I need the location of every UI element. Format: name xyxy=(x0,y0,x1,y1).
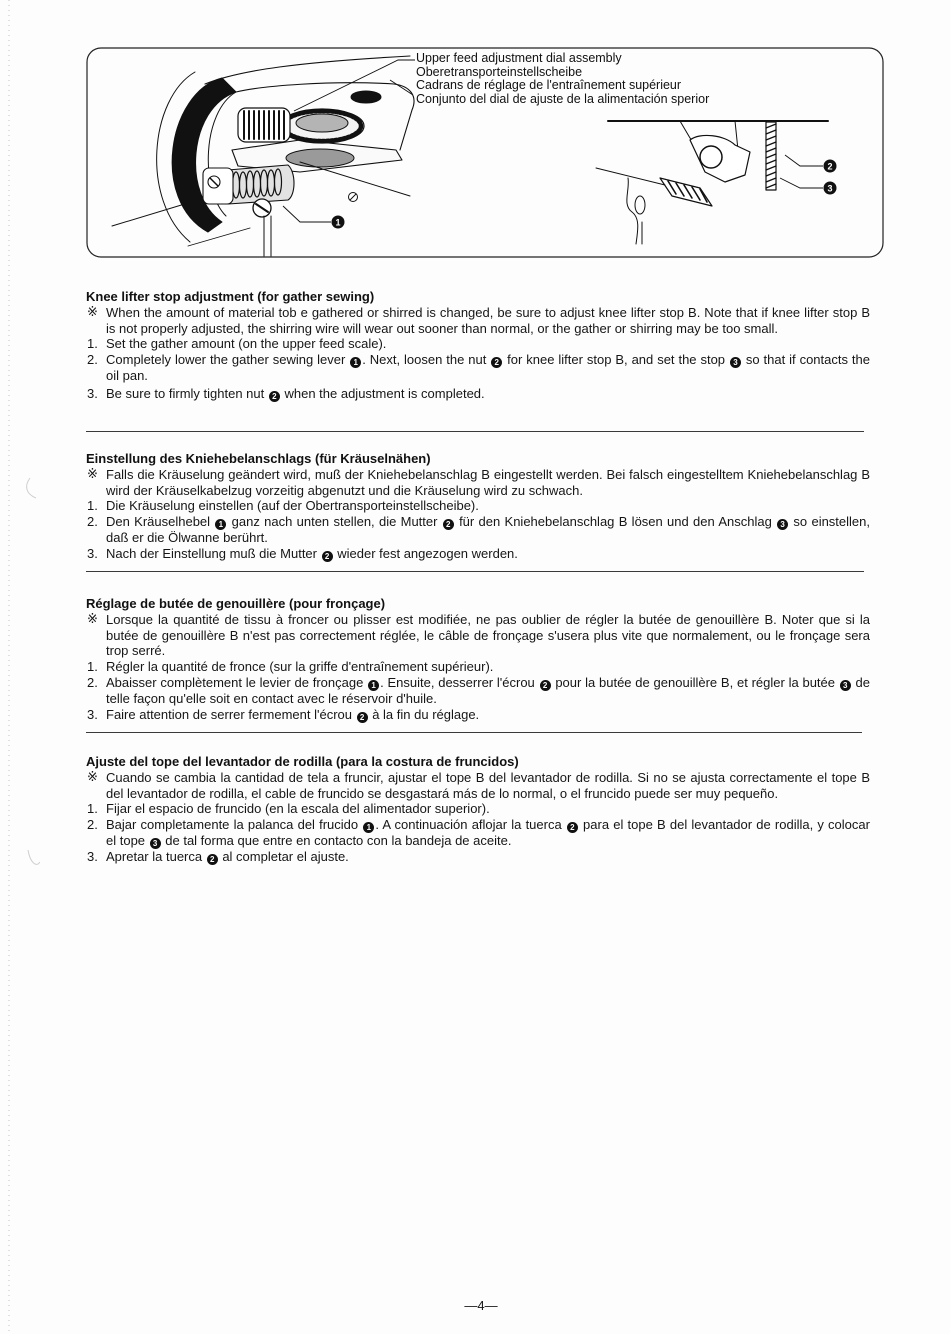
note-text: Cuando se cambia la cantidad de tela a fruncir, ajustar el tope B del levantador de rodilla. Si no se ajusta correctamente el tope B del levantador de rodilla, el cable de fruncido se desgastará más de lo normal, o el fruncido puede ser muy pequeño. xyxy=(106,769,870,801)
marker-1: 1 xyxy=(368,680,379,691)
marker-1: 1 xyxy=(215,519,226,530)
step-text: Abaisser complètement le levier de fronçage xyxy=(106,674,368,690)
step-text: de tal forma que entre en contacto con la bandeja de aceite. xyxy=(161,833,512,849)
step-text: pour la butée de genouillère B, et régler la butée xyxy=(551,674,839,690)
step-text: Apretar la tuerca xyxy=(106,849,206,865)
section-heading: Knee lifter stop adjustment (for gather sewing) xyxy=(86,289,375,304)
marker-2-leader xyxy=(785,155,823,166)
marker-2: 2 xyxy=(567,822,578,833)
lower-disc xyxy=(286,149,354,167)
step-3 xyxy=(86,707,870,723)
marker-1: 1 xyxy=(363,822,374,833)
marker-number: 1 xyxy=(335,217,341,228)
step-1 xyxy=(86,801,870,817)
section-divider xyxy=(86,571,864,572)
step-text: para el tope B del levantador de rodilla, y colocar el tope xyxy=(106,817,870,849)
marker-1: 1 xyxy=(350,357,361,368)
callout-label-french: Cadrans de réglage de l'entraînement supérieur xyxy=(416,78,682,92)
cable-eye xyxy=(635,196,645,214)
figure-illustration xyxy=(0,0,950,270)
step-3 xyxy=(86,546,870,562)
note-paragraph xyxy=(86,770,870,802)
step-text: . A continuación aflojar la tuerca xyxy=(375,817,566,833)
step-1 xyxy=(86,336,870,352)
step-1 xyxy=(86,498,870,514)
page-number: —4— xyxy=(464,1298,498,1313)
section-heading: Ajuste del tope del levantador de rodilla (para la costura de fruncidos) xyxy=(86,754,519,769)
arm-hole xyxy=(351,91,381,103)
marker-number: 2 xyxy=(827,161,833,172)
step-number: 1. xyxy=(87,659,98,675)
step-text: Set the gather amount (on the upper feed scale). xyxy=(106,336,387,352)
scan-smudge xyxy=(27,478,36,498)
step-text: de telle façon qu'elle soit en contact avec le réservoir d'huile. xyxy=(106,674,871,706)
bed-edge-lower xyxy=(188,228,250,246)
step-text: Bajar completamente la palanca del frucido xyxy=(106,817,363,833)
note-symbol: ※ xyxy=(87,769,98,785)
marker-3-leader xyxy=(780,178,823,188)
dial-scale xyxy=(296,114,348,132)
callout-label-german: Oberetransporteinstellscheibe xyxy=(416,64,583,79)
step-text: à la fin du réglage. xyxy=(368,706,480,722)
section-french xyxy=(86,596,870,723)
section-heading: Einstellung des Kniehebelanschlags (für Kräuselnähen) xyxy=(86,451,431,466)
step-text: for knee lifter stop B, and set the stop xyxy=(503,352,729,368)
lever-ring xyxy=(700,146,722,168)
step-text: al completar el ajuste. xyxy=(218,849,349,865)
section-german xyxy=(86,451,870,562)
marker-1-leader xyxy=(283,206,331,222)
step-text: when the adjustment is completed. xyxy=(280,385,485,401)
marker-2: 2 xyxy=(207,854,218,865)
step-2 xyxy=(86,675,870,707)
step-text: so that if contacts the oil pan. xyxy=(106,352,870,384)
scan-smudge xyxy=(28,850,40,864)
step-1 xyxy=(86,659,870,675)
note-paragraph xyxy=(86,305,870,337)
step-text: Nach der Einstellung muß die Mutter xyxy=(106,545,321,561)
step-3 xyxy=(86,386,870,402)
step-number: 1. xyxy=(87,498,98,514)
callout-marker-1 xyxy=(332,216,345,229)
step-text: Be sure to firmly tighten nut xyxy=(106,385,268,401)
step-3 xyxy=(86,849,870,865)
section-spanish xyxy=(86,754,870,865)
step-text: Fijar el espacio de fruncido (en la escala del alimentador superior). xyxy=(106,801,490,817)
arm-top-edge xyxy=(205,56,410,84)
step-number: 3. xyxy=(87,385,98,401)
step-text: Régler la quantité de fronce (sur la griffe d'entraînement supérieur). xyxy=(106,659,494,675)
note-text: When the amount of material tob e gathered or shirred is changed, be sure to adjust knee lifter stop B. Note that if knee lifter stop B is not properly adjusted, the shirring wire will wear out sooner than normal, or the gather or shirring may be too small. xyxy=(106,304,870,336)
note-paragraph xyxy=(86,467,870,499)
step-2 xyxy=(86,514,870,546)
label-leader-line xyxy=(294,60,415,111)
note-text: Lorsque la quantité de tissu à froncer ou plisser est modifiée, ne pas oublier de régler la butée de genouillère B. Noter que si la butée de genouillère B n'est pas correctement réglée, le câble de fronçage s'usera plus vite que normalement, ou le fronçage sera trop serré. xyxy=(106,611,870,659)
note-symbol: ※ xyxy=(87,466,98,482)
marker-3: 3 xyxy=(150,838,161,849)
bed-edge xyxy=(112,203,188,226)
step-number: 2. xyxy=(87,674,98,690)
step-text: ganz nach unten stellen, die Mutter xyxy=(227,514,442,530)
marker-3: 3 xyxy=(777,519,788,530)
callout-label-english: Upper feed adjustment dial assembly xyxy=(416,51,622,65)
handwheel-shadow xyxy=(172,78,236,232)
step-number: 1. xyxy=(87,336,98,352)
section-english xyxy=(86,289,870,402)
marker-2: 2 xyxy=(269,391,280,402)
step-number: 3. xyxy=(87,849,98,865)
step-2 xyxy=(86,352,870,384)
step-2 xyxy=(86,817,870,849)
step-text: für den Kniehebelanschlag B lösen und den Anschlag xyxy=(454,514,777,530)
marker-number: 3 xyxy=(827,183,833,194)
step-number: 2. xyxy=(87,514,98,530)
step-number: 2. xyxy=(87,817,98,833)
figure-callout-labels xyxy=(416,52,709,106)
marker-2: 2 xyxy=(540,680,551,691)
marker-3: 3 xyxy=(840,680,851,691)
step-number: 3. xyxy=(87,706,98,722)
scan-margin xyxy=(0,270,40,1334)
section-heading: Réglage de butée de genouillère (pour fronçage) xyxy=(86,596,386,611)
note-symbol: ※ xyxy=(87,611,98,627)
step-text: Completely lower the gather sewing lever xyxy=(106,352,350,368)
callout-marker-3 xyxy=(824,182,837,195)
marker-3: 3 xyxy=(730,357,741,368)
section-divider xyxy=(86,431,864,432)
callout-marker-2 xyxy=(824,160,837,173)
shirring-wire xyxy=(300,162,410,196)
step-text: Den Kräuselhebel xyxy=(106,514,215,530)
machine-head-drawing xyxy=(112,56,414,256)
shirring-cable xyxy=(596,168,665,185)
step-number: 1. xyxy=(87,801,98,817)
step-number: 3. xyxy=(87,545,98,561)
note-symbol: ※ xyxy=(87,304,98,320)
step-text: . Next, loosen the nut xyxy=(362,352,491,368)
marker-2: 2 xyxy=(443,519,454,530)
marker-2: 2 xyxy=(491,357,502,368)
step-text: so einstellen, daß er die Ölwanne berührt. xyxy=(106,514,870,546)
knee-lifter-stop-detail xyxy=(596,121,828,244)
marker-2: 2 xyxy=(357,712,368,723)
step-text: . Ensuite, desserrer l'écrou xyxy=(380,674,539,690)
callout-label-spanish: Conjunto del dial de ajuste de la alimentación sperior xyxy=(416,91,710,106)
step-text: Die Kräuselung einstellen (auf der Obertransporteinstellscheibe). xyxy=(106,498,479,514)
marker-2: 2 xyxy=(322,551,333,562)
step-text: wieder fest angezogen werden. xyxy=(333,545,518,561)
note-paragraph xyxy=(86,612,870,659)
step-text: Faire attention de serrer fermement l'écrou xyxy=(106,706,356,722)
label-leader-line-2 xyxy=(390,80,413,95)
note-text: Falls die Kräuselung geändert wird, muß der Kniehebelanschlag B eingestellt werden. Bei falsch eingestelltem Kniehebelanschlag B wird der Kräuselkabelzug vorzeitig abgenutzt und die Kräuselung wird zu schwach. xyxy=(106,466,870,498)
section-divider xyxy=(86,732,862,733)
knob-grooves xyxy=(244,111,284,139)
step-number: 2. xyxy=(87,352,98,368)
